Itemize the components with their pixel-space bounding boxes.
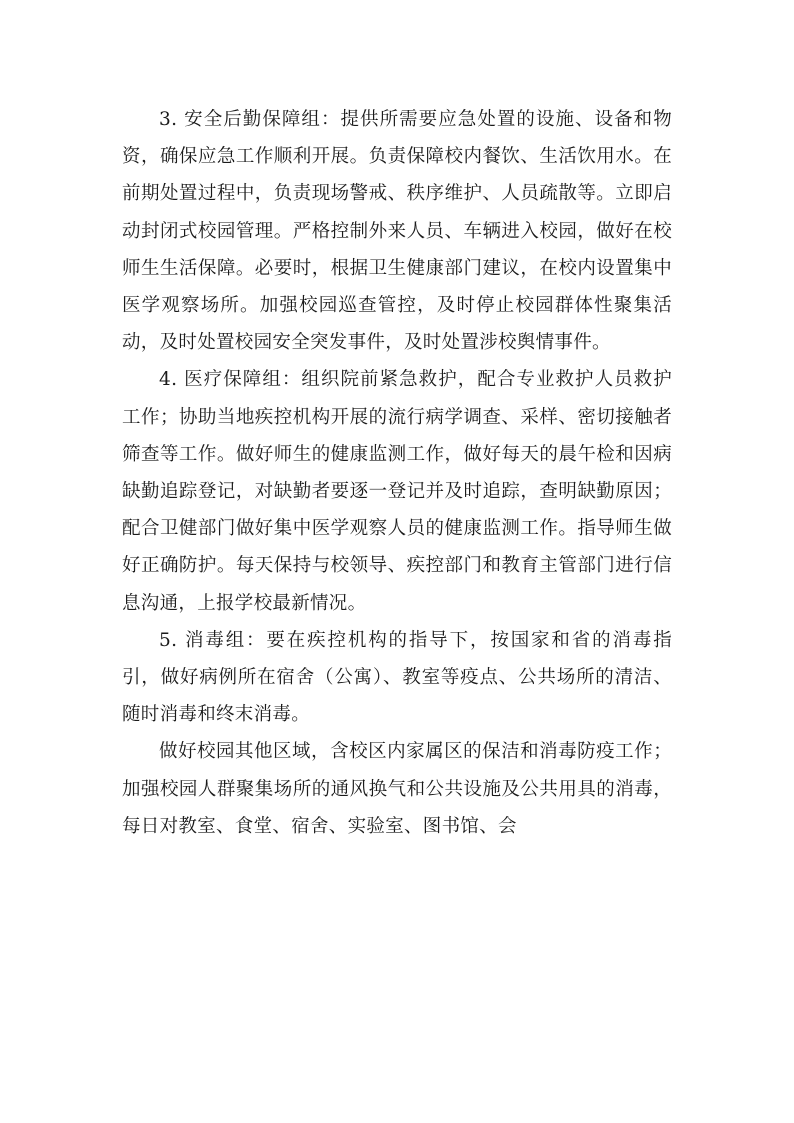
document-body bbox=[122, 101, 672, 845]
paragraph-security-logistics: 3. 安全后勤保障组：提供所需要应急处置的设施、设备和物资，确保应急工作顺利开展。负责保障校内餐饮、生活饮用水。在前期处置过程中，负责现场警戒、秩序维护、人员疏散等。立即启动封闭式校园管理。严格控制外来人员、车辆进入校园，做好在校师生生活保障。必要时，根据卫生健康部门建议，在校内设置集中医学观察场所。加强校园巡查管控，及时停止校园群体性聚集活动，及时处置校园安全突发事件，及时处置涉校舆情事件。 bbox=[122, 109, 672, 354]
paragraph-medical-support: 4. 医疗保障组：组织院前紧急救护，配合专业救护人员救护工作；协助当地疾控机构开展的流行病学调查、采样、密切接触者筛查等工作。做好师生的健康监测工作，做好每天的晨午检和因病缺勤追踪登记，对缺勤者要逐一登记并及时追踪，查明缺勤原因；配合卫健部门做好集中医学观察人员的健康监测工作。指导师生做好正确防护。每天保持与校领导、疾控部门和教育主管部门进行信息沟通，上报学校最新情况。 bbox=[122, 369, 672, 614]
paragraph-campus-cleaning: 做好校园其他区域，含校区内家属区的保洁和消毒防疫工作；加强校园人群聚集场所的通风换气和公共设施及公共用具的消毒，每日对教室、食堂、宿舍、实验室、图书馆、会 bbox=[122, 741, 672, 837]
paragraph-disinfection: 5. 消毒组：要在疾控机构的指导下，按国家和省的消毒指引，做好病例所在宿舍（公寓）、教室等疫点、公共场所的清洁、随时消毒和终末消毒。 bbox=[122, 629, 672, 726]
